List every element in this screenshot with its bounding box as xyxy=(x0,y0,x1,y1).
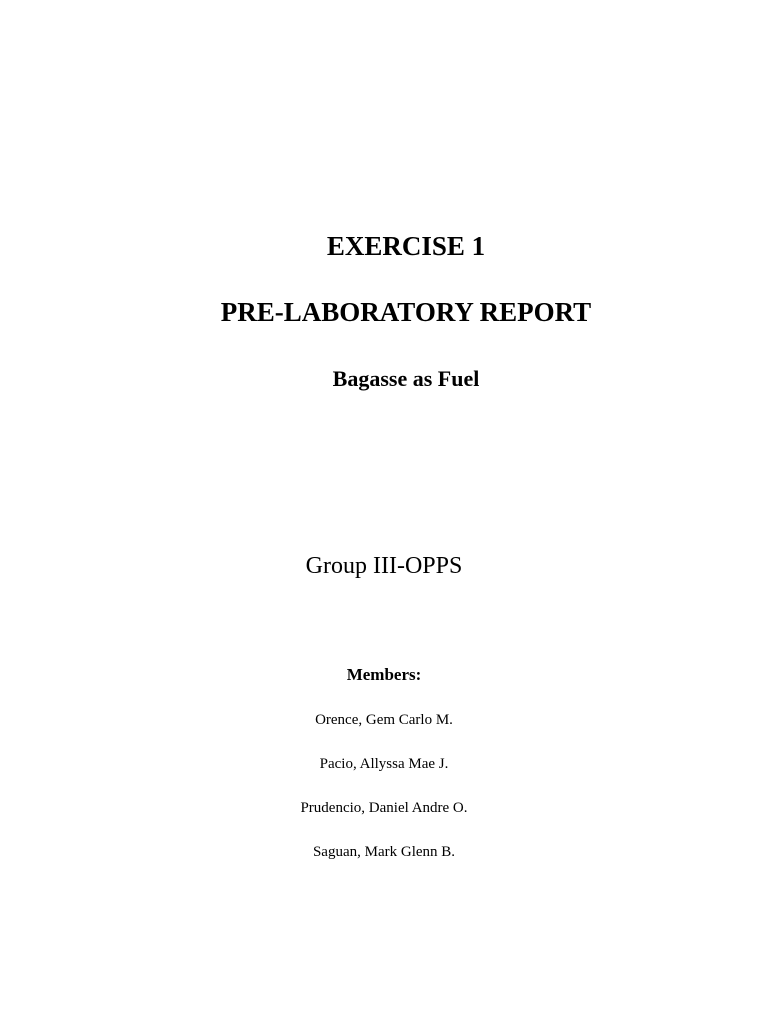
exercise-title: EXERCISE 1 xyxy=(326,231,486,261)
member-name: Prudencio, Daniel Andre O. xyxy=(300,800,468,816)
member-name: Saguan, Mark Glenn B. xyxy=(312,844,456,860)
member-name: Orence, Gem Carlo M. xyxy=(315,712,453,728)
group-name: Group III-OPPS xyxy=(305,553,463,579)
members-list xyxy=(0,713,768,889)
members-heading: Members: xyxy=(346,665,422,684)
report-subject: Bagasse as Fuel xyxy=(332,366,480,391)
member-name: Pacio, Allyssa Mae J. xyxy=(319,756,449,772)
report-type-heading: PRE-LABORATORY REPORT xyxy=(220,297,592,327)
